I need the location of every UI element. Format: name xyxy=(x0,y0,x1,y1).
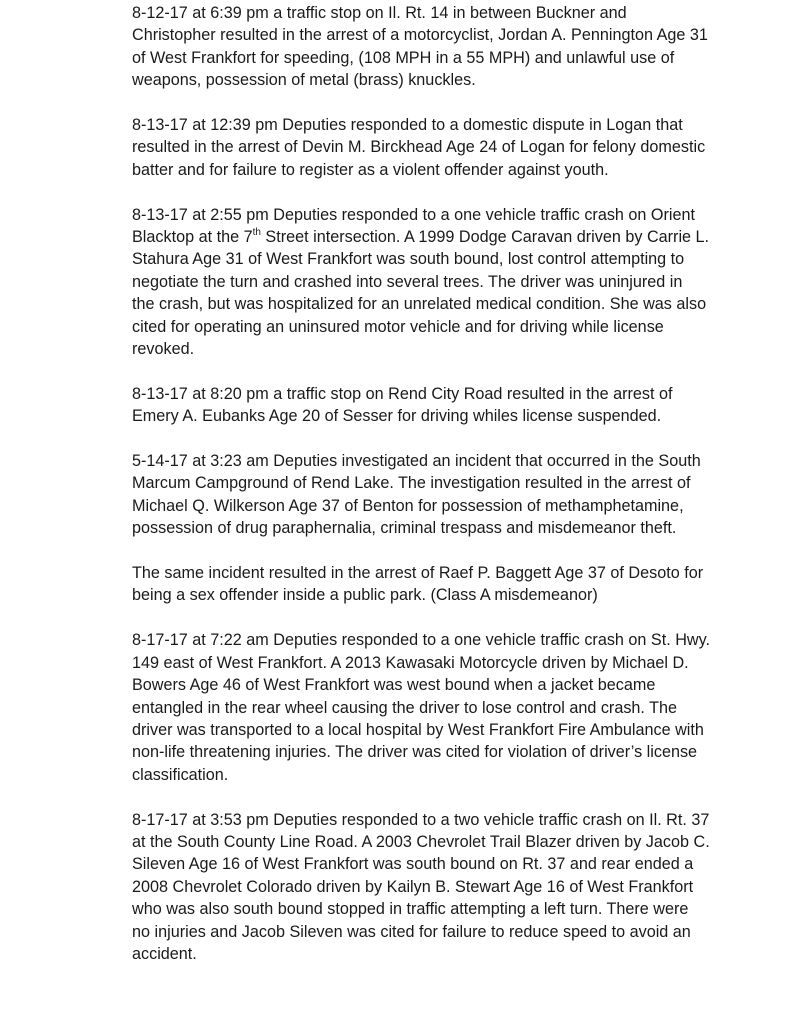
text-line: revoked. xyxy=(132,340,195,359)
text-line: accident. xyxy=(132,944,197,963)
text-fragment: Street intersection. A 1999 Dodge Caravan driven by Carrie L. xyxy=(260,228,710,247)
text-line: 5-14-17 at 3:23 am Deputies investigated an incident that occurred in the South xyxy=(132,452,701,471)
text-line: Marcum Campground of Rend Lake. The investigation resulted in the arrest of xyxy=(132,474,691,493)
text-fragment: Blacktop at the 7 xyxy=(132,228,253,247)
text-line: The same incident resulted in the arrest of Raef P. Baggett Age 37 of Desoto for xyxy=(132,564,704,583)
text-line-with-superscript xyxy=(132,226,772,248)
text-line: being a sex offender inside a public park. (Class A misdemeanor) xyxy=(132,586,598,605)
report-entry-2 xyxy=(132,114,772,181)
text-line: 2008 Chevrolet Colorado driven by Kailyn B. Stewart Age 16 of West Frankfort xyxy=(132,877,694,896)
text-line: the crash, but was hospitalized for an unrelated medical condition. She was also xyxy=(132,295,707,314)
report-entry-7 xyxy=(132,629,772,786)
text-line: Michael Q. Wilkerson Age 37 of Benton for possession of methamphetamine, xyxy=(132,496,684,515)
report-entry-8 xyxy=(132,809,772,966)
report-entry-4 xyxy=(132,383,772,428)
text-line: Emery A. Eubanks Age 20 of Sesser for driving whiles license suspended. xyxy=(132,407,662,426)
text-line: 8-13-17 at 8:20 pm a traffic stop on Rend City Road resulted in the arrest of xyxy=(132,384,673,403)
text-line: no injuries and Jacob Sileven was cited for failure to reduce speed to avoid an xyxy=(132,922,691,941)
text-line: 8-13-17 at 12:39 pm Deputies responded to a domestic dispute in Logan that xyxy=(132,116,683,135)
report-entry-5 xyxy=(132,450,772,540)
text-line: possession of drug paraphernalia, criminal trespass and misdemeanor theft. xyxy=(132,519,677,538)
text-line: weapons, possession of metal (brass) knuckles. xyxy=(132,71,476,90)
text-line: 149 east of West Frankfort. A 2013 Kawasaki Motorcycle driven by Michael D. xyxy=(132,653,689,672)
text-line: classification. xyxy=(132,765,229,784)
text-line: entangled in the rear wheel causing the driver to lose control and crash. The xyxy=(132,698,678,717)
text-line: at the South County Line Road. A 2003 Chevrolet Trail Blazer driven by Jacob C. xyxy=(132,832,710,851)
report-entry-1 xyxy=(132,2,772,92)
text-line: Christopher resulted in the arrest of a motorcyclist, Jordan A. Pennington Age 31 xyxy=(132,26,708,45)
report-body xyxy=(132,2,772,988)
text-line: batter and for failure to register as a violent offender against youth. xyxy=(132,160,609,179)
report-entry-3 xyxy=(132,204,772,361)
text-line: Bowers Age 46 of West Frankfort was west bound when a jacket became xyxy=(132,676,656,695)
text-line: negotiate the turn and crashed into several trees. The driver was uninjured in xyxy=(132,272,683,291)
text-line: Stahura Age 31 of West Frankfort was south bound, lost control attempting to xyxy=(132,250,685,269)
text-line: driver was transported to a local hospital by West Frankfort Fire Ambulance with xyxy=(132,720,704,739)
text-line: resulted in the arrest of Devin M. Birckhead Age 24 of Logan for felony domestic xyxy=(132,138,706,157)
text-line: Sileven Age 16 of West Frankfort was south bound on Rt. 37 and rear ended a xyxy=(132,855,694,874)
text-line: of West Frankfort for speeding, (108 MPH in a 55 MPH) and unlawful use of xyxy=(132,48,675,67)
ordinal-superscript: th xyxy=(252,226,261,238)
text-line: non-life threatening injuries. The driver was cited for violation of driver’s license xyxy=(132,743,698,762)
text-line: 8-12-17 at 6:39 pm a traffic stop on Il. Rt. 14 in between Buckner and xyxy=(132,4,627,22)
text-line: cited for operating an uninsured motor vehicle and for driving while license xyxy=(132,317,664,336)
report-entry-6 xyxy=(132,562,772,607)
text-line: 8-17-17 at 7:22 am Deputies responded to a one vehicle traffic crash on St. Hwy. xyxy=(132,631,710,650)
text-line: 8-17-17 at 3:53 pm Deputies responded to a two vehicle traffic crash on Il. Rt. 37 xyxy=(132,810,710,829)
text-line: who was also south bound stopped in traffic attempting a left turn. There were xyxy=(132,900,689,919)
text-line: 8-13-17 at 2:55 pm Deputies responded to a one vehicle traffic crash on Orient xyxy=(132,205,695,224)
